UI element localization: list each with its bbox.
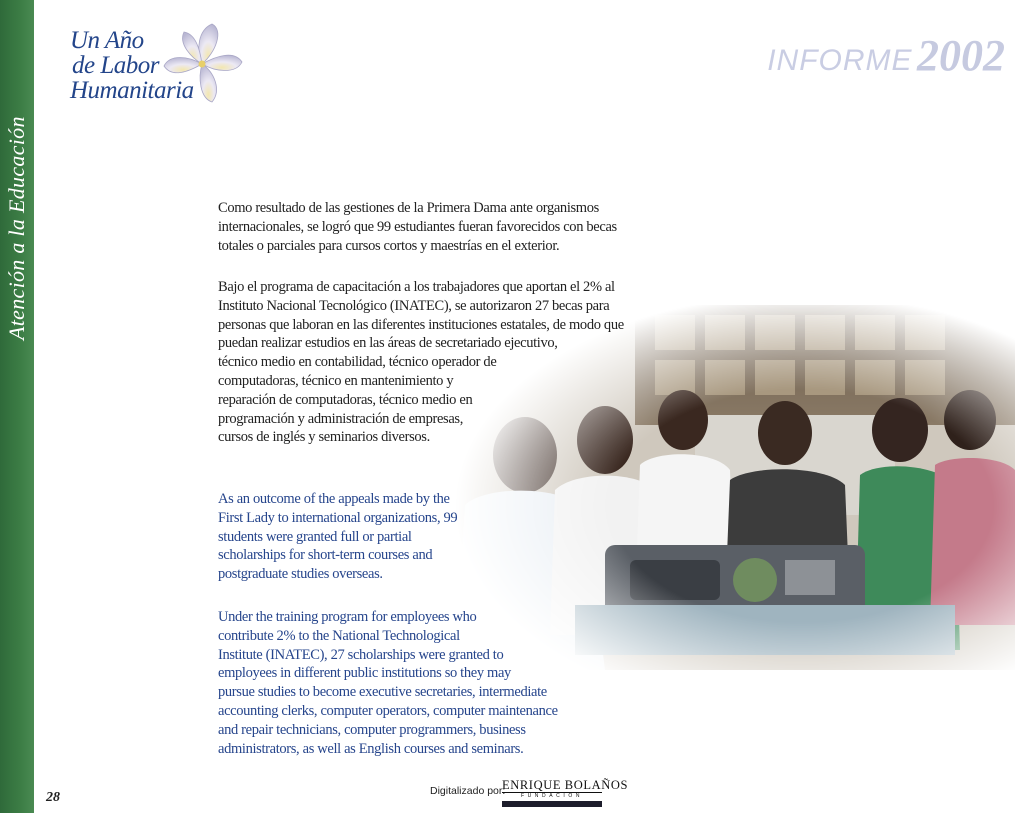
text-line: Bajo el programa de capacitación a los trabajadores que aportan el 2% al — [218, 279, 615, 295]
text-line: personas que laboran en las diferentes instituciones estatales, de modo que — [218, 316, 624, 333]
brand-line-2: de Labor — [72, 52, 159, 79]
foundation-logo-name: ENRIQUE BOLAÑOS — [502, 778, 629, 792]
english-paragraph-2 — [218, 608, 558, 758]
text-line: programación y administración de empresas, — [218, 410, 464, 427]
report-word: INFORME — [767, 44, 913, 77]
text-line: técnico medio en contabilidad, técnico operador de — [218, 354, 497, 371]
text-line: First Lady to international organizations, 99 — [218, 509, 458, 526]
text-line: computadoras, técnico en mantenimiento y — [218, 372, 454, 389]
page-number: 28 — [46, 790, 60, 805]
foundation-logo-sub: FUNDACIÓN — [520, 793, 584, 799]
spanish-paragraph-1 — [218, 199, 617, 255]
text-line: internacionales, se logró que 99 estudiantes fueran favorecidos con becas — [218, 218, 617, 235]
report-year: 2002 — [917, 31, 1005, 80]
text-line: accounting clerks, computer operators, computer maintenance — [218, 702, 558, 719]
brand-line-1: Un Año — [70, 27, 144, 54]
text-line: Instituto Nacional Tecnológico (INATEC), se autorizaron 27 becas para — [218, 297, 610, 314]
text-line: scholarships for short-term courses and — [218, 547, 433, 564]
text-line: postgraduate studies overseas. — [218, 566, 383, 583]
text-line: As an outcome of the appeals made by the — [218, 491, 450, 507]
text-line: reparación de computadoras, técnico medio en — [218, 391, 473, 408]
report-title — [767, 30, 1005, 81]
text-line: employees in different public institutions so they may — [218, 665, 511, 682]
text-line: totales o parciales para cursos cortos y maestrías en el exterior. — [218, 237, 560, 254]
brand-line-3: Humanitaria — [70, 77, 194, 104]
english-paragraph-1 — [218, 490, 457, 584]
section-title: Atención a la Educación — [4, 116, 29, 340]
text-line: puedan realizar estudios en las áreas de secretariado ejecutivo, — [218, 335, 558, 352]
text-line: Under the training program for employees who — [218, 609, 477, 625]
text-line: Institute (INATEC), 27 scholarships were granted to — [218, 646, 504, 663]
spanish-paragraph-2 — [218, 278, 624, 447]
text-line: and repair technicians, computer programmers, business — [218, 721, 526, 738]
digitized-by-label: Digitalizado por: — [430, 785, 506, 797]
text-line: pursue studies to become executive secretaries, intermediate — [218, 684, 547, 701]
foundation-logo — [502, 778, 629, 807]
text-line: administrators, as well as English courses and seminars. — [218, 740, 524, 757]
text-line: Como resultado de las gestiones de la Primera Dama ante organismos — [218, 200, 599, 216]
flower-logo-icon — [158, 16, 244, 106]
foundation-logo-bar — [502, 801, 602, 807]
text-line: cursos de inglés y seminarios diversos. — [218, 429, 430, 446]
sidebar-band — [0, 0, 34, 813]
text-line: students were granted full or partial — [218, 528, 412, 545]
text-line: contribute 2% to the National Technological — [218, 627, 460, 644]
